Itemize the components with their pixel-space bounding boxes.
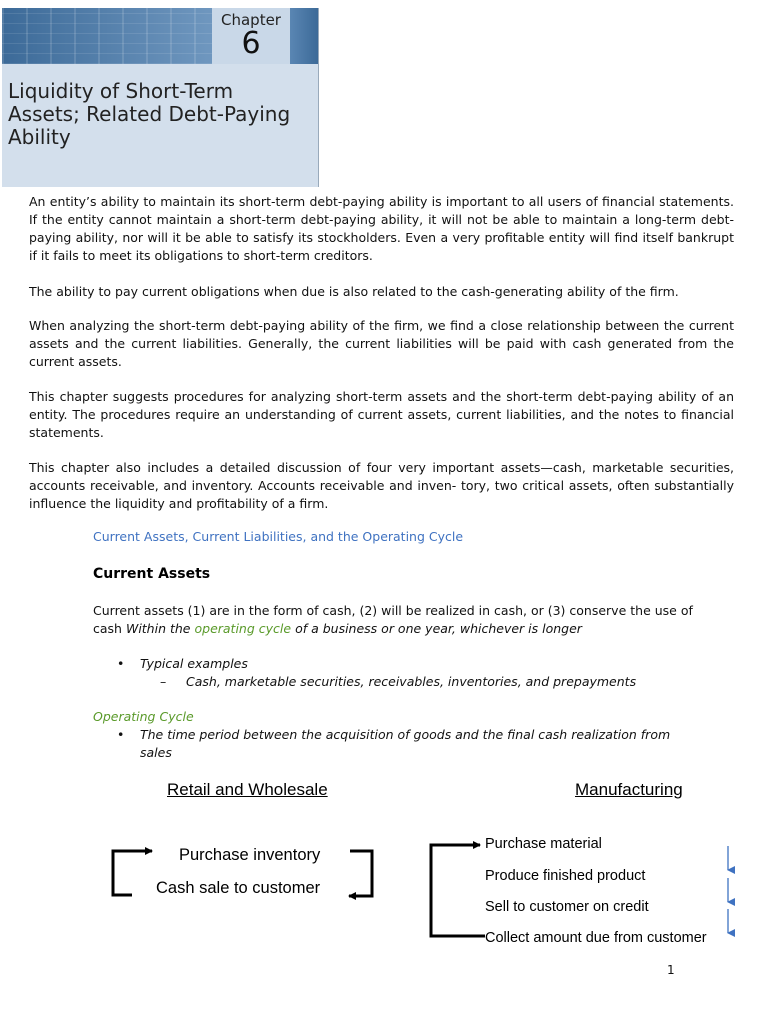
manufacturing-heading: Manufacturing <box>575 780 683 799</box>
retail-right-bracket <box>349 851 372 896</box>
definition-start: Current assets (1) are in the form of cash, (2) will be realized in cash, or (3) conserve the use of cash <box>93 603 693 636</box>
operating-cycle-term: operating cycle <box>194 621 292 636</box>
mfg-step-produce-product: Produce finished product <box>485 868 646 884</box>
manufacturing-loop-bracket <box>431 845 485 936</box>
operating-cycle-definition: The time period between the acquisition of goods and the final cash realization from sales <box>140 727 671 760</box>
chapter-title: Liquidity of Short-Term Assets; Related Debt-Paying Ability <box>8 79 291 149</box>
page-number: 1 <box>667 963 675 977</box>
mfg-step-sell-on-credit: Sell to customer on credit <box>485 899 649 915</box>
paragraph-cash-generating: The ability to pay current obligations when due is also related to the cash-generating ability of the firm. <box>29 284 679 299</box>
operating-cycle-label: Operating Cycle <box>93 709 194 724</box>
bullet-symbol-2: • <box>117 727 125 742</box>
current-assets-heading: Current Assets <box>93 566 211 582</box>
definition-italic-1: Within the <box>125 621 191 636</box>
retail-step-cash-sale: Cash sale to customer <box>156 879 321 897</box>
paragraph-four-assets: This chapter also includes a detailed discussion of four very important assets—cash, marketable securities, accounts receivable, and inventory. Accounts receivable and inven- tory, two critical assets, often substantially influence the liquidity and profitability of a firm. <box>29 460 734 511</box>
bullet-typical-examples: Typical examples <box>140 656 248 671</box>
definition-italic-2: of a business or one year, whichever is longer <box>295 621 582 636</box>
chapter-number: 6 <box>241 26 261 61</box>
mfg-step-purchase-material: Purchase material <box>485 836 602 852</box>
bullet-symbol-1: • <box>117 656 125 671</box>
retail-left-bracket <box>113 851 152 895</box>
dash-symbol: – <box>160 674 167 689</box>
paragraph-procedures: This chapter suggests procedures for analyzing short-term assets and the short-term debt-paying ability of an entity. The procedures require an understanding of current assets, current liabilities, and the notes to financial statements. <box>29 389 734 440</box>
mfg-step-collect-amount: Collect amount due from customer <box>485 930 707 946</box>
paragraph-relationship: When analyzing the short-term debt-paying ability of the firm, we find a close relationship between the current assets and the current liabilities. Generally, the current liabilities will be paid with cash generated from the current assets. <box>29 318 734 369</box>
section-heading: Current Assets, Current Liabilities, and the Operating Cycle <box>93 529 464 544</box>
chapter-label: Chapter <box>221 11 281 29</box>
retail-step-purchase-inventory: Purchase inventory <box>179 846 321 864</box>
paragraph-intro: An entity’s ability to maintain its short-term debt-paying ability is important to all users of financial statements. If the entity cannot maintain a short-term debt-paying ability, it will not be able to maintain a long-term debt-paying ability, nor will it be able to satisfy its stockholders. Even a very profitable entity will find itself bankrupt if it fails to meet its obligations to short-term creditors. <box>29 194 734 263</box>
retail-heading: Retail and Wholesale <box>167 780 328 799</box>
bullet-sub-examples: Cash, marketable securities, receivables, inventories, and prepayments <box>186 674 637 689</box>
